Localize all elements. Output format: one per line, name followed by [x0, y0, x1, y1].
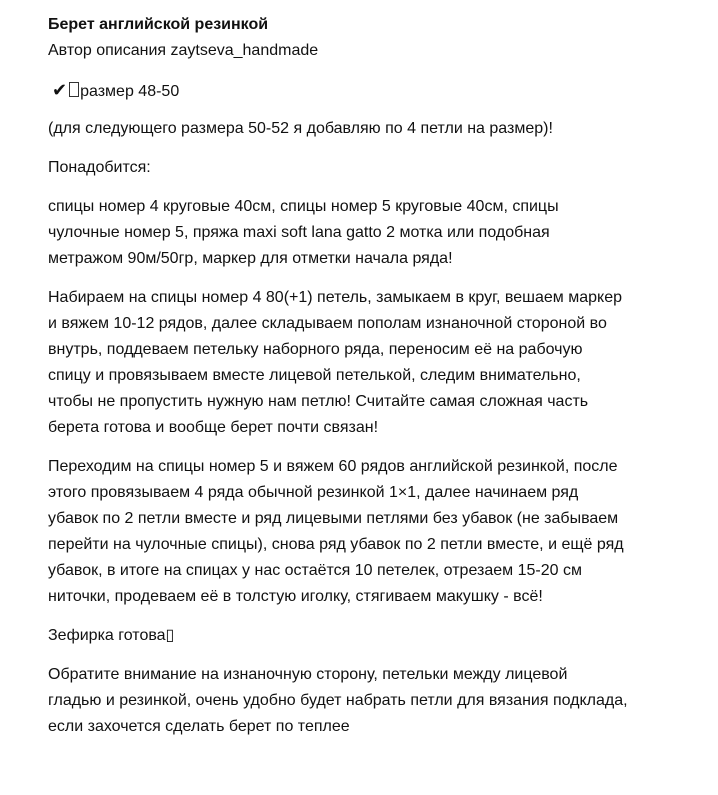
- text-line: перейти на чулочные спицы), снова ряд убавок по 2 петли вместе, и ещё ряд: [48, 536, 624, 553]
- text-line: убавок, в итоге на спицах у нас остаётся 10 петелек, отрезаем 15-20 см: [48, 562, 582, 579]
- text-line: чулочные номер 5, пряжа maxi soft lana gatto 2 мотка или подобная: [48, 224, 550, 241]
- author-line: Автор описания zaytseva_handmade: [48, 42, 319, 59]
- final-paragraph: [48, 662, 708, 740]
- done-paragraph: [48, 623, 708, 649]
- text-line: гладью и резинкой, очень удобно будет набрать петли для вязания подклада,: [48, 692, 628, 709]
- text-line: (для следующего размера 50-52 я добавляю по 4 петли на размер)!: [48, 120, 553, 137]
- note-paragraph: [48, 116, 708, 142]
- document: [48, 12, 708, 753]
- text-line: чтобы не пропустить нужную нам петлю! Считайте самая сложная часть: [48, 393, 589, 410]
- document-title: Берет английской резинкой: [48, 16, 269, 33]
- text-line: если захочется сделать берет по теплее: [48, 718, 350, 735]
- text-line: Зефирка готова▯: [48, 627, 175, 644]
- text-line: спицы номер 4 круговые 40см, спицы номер 5 круговые 40см, спицы: [48, 198, 559, 215]
- text-line: убавок по 2 петли вместе и ряд лицевыми петлями без убавок (не забываем: [48, 510, 619, 527]
- text-line: Переходим на спицы номер 5 и вяжем 60 рядов английской резинкой, после: [48, 458, 618, 475]
- text-line: Понадобится:: [48, 159, 151, 176]
- size-line: [48, 77, 708, 103]
- text-line: Обратите внимание на изнаночную сторону, петельки между лицевой: [48, 666, 568, 683]
- text-line: и вяжем 10-12 рядов, далее складываем пополам изнаночной стороной во: [48, 315, 607, 332]
- step1-paragraph: [48, 285, 708, 441]
- text-line: этого провязываем 4 ряда обычной резинкой 1×1, далее начинаем ряд: [48, 484, 579, 501]
- size-text: размер 48-50: [80, 83, 180, 100]
- text-line: ниточки, продеваем её в толстую иголку, стягиваем макушку - всё!: [48, 588, 543, 605]
- missing-glyph-icon: [69, 82, 79, 97]
- checkmark-icon: ✔: [52, 80, 68, 100]
- needed-label: [48, 155, 708, 181]
- text-line: метражом 90м/50гр, маркер для отметки начала ряда!: [48, 250, 453, 267]
- step2-paragraph: [48, 454, 708, 610]
- materials-paragraph: [48, 194, 708, 272]
- text-line: спицу и провязываем вместе лицевой петелькой, следим внимательно,: [48, 367, 581, 384]
- text-line: Набираем на спицы номер 4 80(+1) петель, замыкаем в круг, вешаем маркер: [48, 289, 622, 306]
- text-line: берета готова и вообще берет почти связан!: [48, 419, 379, 436]
- text-line: внутрь, поддеваем петельку наборного ряда, переносим её на рабочую: [48, 341, 583, 358]
